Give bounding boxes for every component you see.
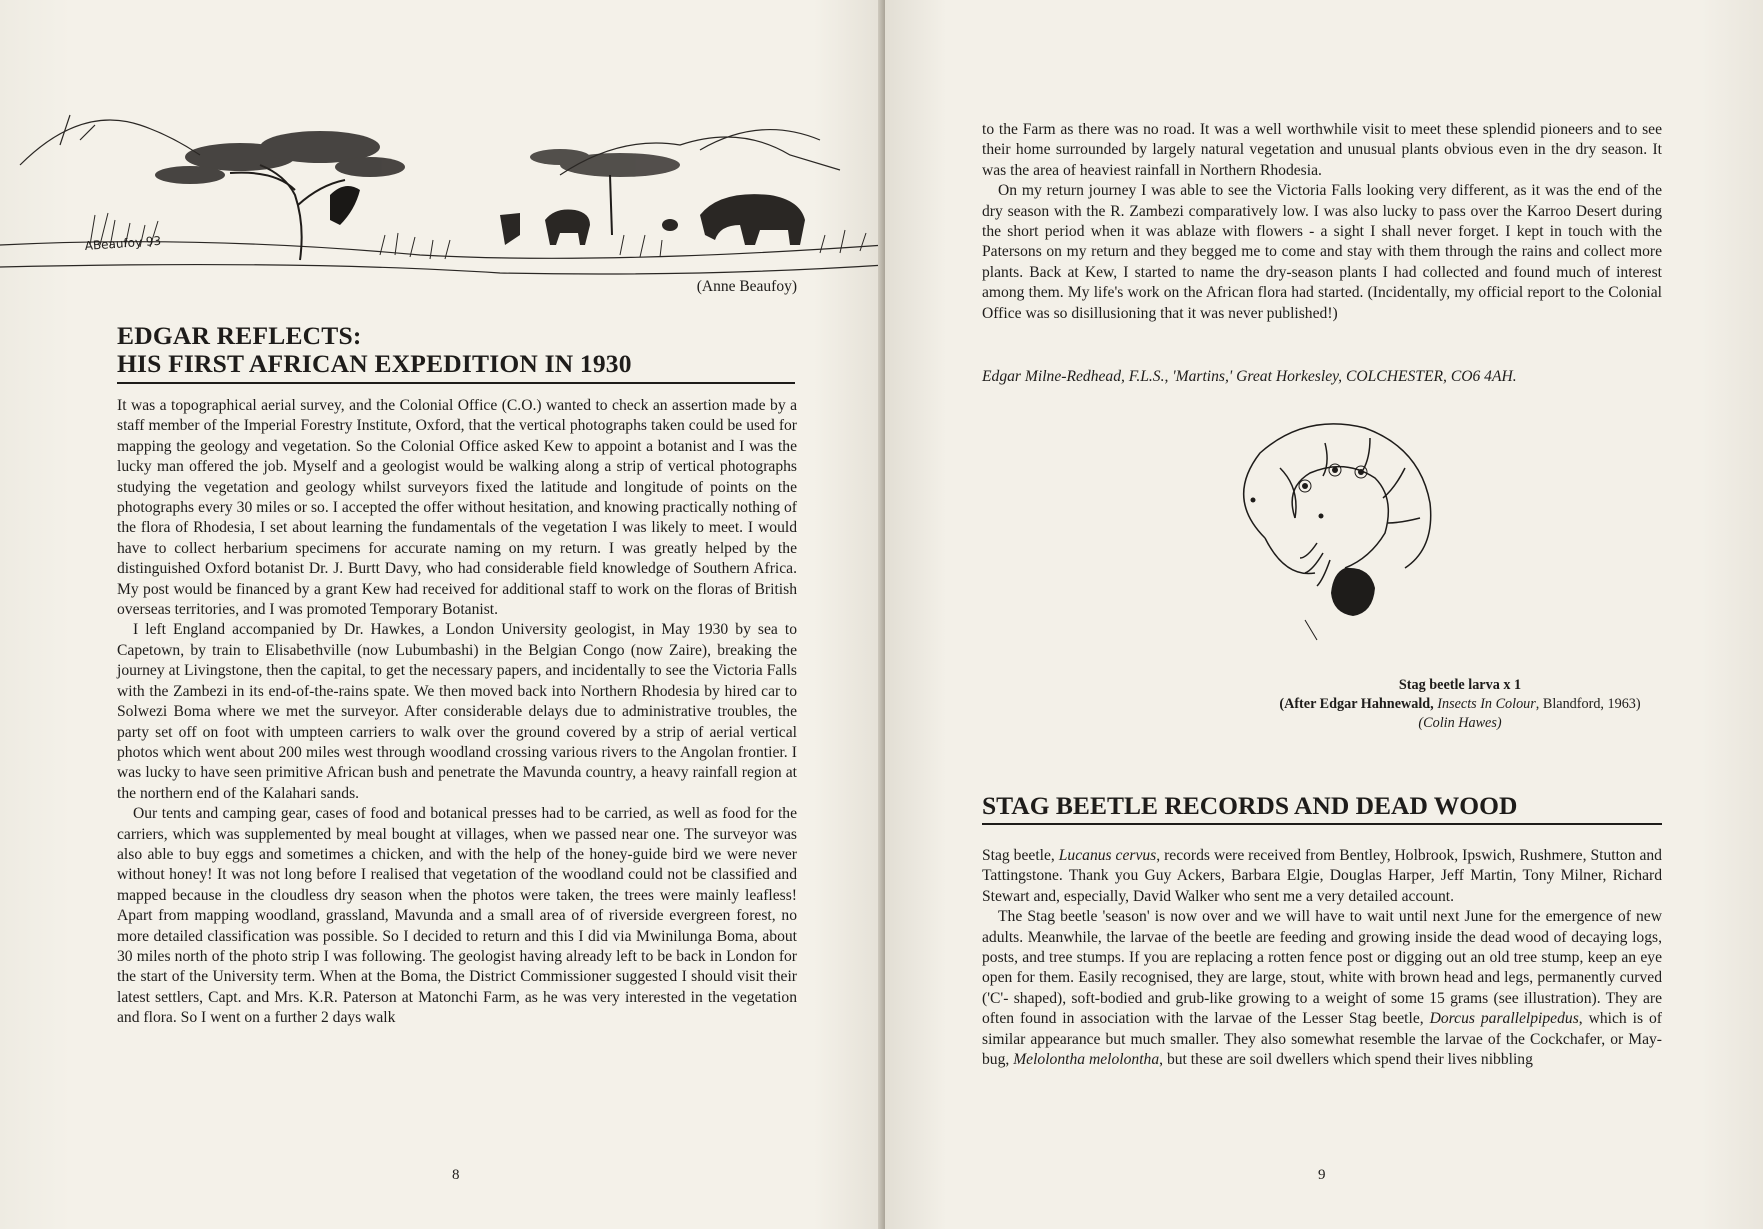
caption-title: Stag beetle larva x 1 — [1398, 677, 1522, 693]
text-run: , records were received from Bentley, Holbrook, Ipswich, Rushmere, Stutton and Tattingstone. Thank you Guy Ackers, Barbara Elgie, Douglas Harper, Jeff Martin, Tony Milner, Richard Stewart and, especially, David Walker who sent me a very detailed account. — [982, 847, 1662, 905]
paragraph: I left England accompanied by Dr. Hawkes, a London University geologist, in May 1930 by sea to Capetown, by train to Elisabethville (now Lubumbashi) in the Belgian Congo (now Zaire), breaking the journey at Livingstone, then the capital, to get the necessary papers, and incidentally to see the Victoria Falls with the Zambezi in its end-of-the-rains spate. We then moved back into Northern Rhodesia by hired car to Solwezi Boma where we met the surveyor. After considerable delays due to administrative troubles, the party set off on foot with umpteen carriers to walk over the ground covered by a strip of aerial vertical photos which went about 200 miles west through woodland crossing various rivers to the Angolan frontier. I was lucky to have seen primitive African bush and penetrate the Mavunda country, a heavy rainfall region at the northern end of the Kalahari sands. — [117, 621, 797, 802]
author-signature: Edgar Milne-Redhead, F.L.S., 'Martins,' Great Horkesley, COLCHESTER, CO6 4AH. — [982, 368, 1517, 385]
caption-source — [1250, 695, 1670, 714]
section-title: STAG BEETLE RECORDS AND DEAD WOOD — [982, 791, 1662, 825]
illustration-credit: (Anne Beaufoy) — [696, 278, 797, 295]
caption-source-prefix: (After Edgar Hahnewald, — [1279, 696, 1438, 712]
savanna-illustration — [0, 95, 885, 280]
article-continuation — [982, 120, 1662, 324]
paragraph — [982, 907, 1662, 1070]
text-run: , which is of similar appearance but much smaller. They also somewhat resemble the larvae of the Cockchafer, or May-bug, — [982, 1010, 1662, 1069]
stag-beetle-larva-illustration — [1205, 408, 1445, 656]
paragraph: It was a topographical aerial survey, and the Colonial Office (C.O.) wanted to check an assertion made by a staff member of the Imperial Forestry Institute, Oxford, that the vertical photographs taken could be used for mapping the geology and vegetation. So the Colonial Office asked Kew to appoint a botanist and I was the lucky man offered the job. Myself and a geologist would be walking along a strip of vertical photographs studying the vegetation and geology whilst surveyors fixed the latitude and longitude of points on the photographs every 30 miles or so. I accepted the offer without hesitation, and knowing practically nothing of the flora of Rhodesia, I set about learning the fundamentals of the vegetation I was likely to meet. I would have to collect herbarium specimens for accurate naming on my return. I was greatly helped by the distinguished Oxford botanist Dr. J. Burtt Davy, who had considerable field knowledge of Southern Africa. My post would be financed by a grant Kew had received for additional staff to work on the floras of British overseas territories, and I was promoted Temporary Botanist. — [117, 397, 797, 619]
species-name: Melolontha melolontha — [1013, 1051, 1160, 1069]
title-line-1: EDGAR REFLECTS: — [117, 321, 362, 350]
paragraph: On my return journey I was able to see the Victoria Falls looking very different, as it was the end of the dry season with the R. Zambezi comparatively low. I was also lucky to pass over the Karroo Desert during the short period when it was ablaze with flowers - a sight I shall never forget. I kept in touch with the Patersons on my return and they begged me to come and stay with them through the rains and collect more plants. Back at Kew, I started to name the dry-season plants I had collected and found much of interest among them. My life's work on the African flora had started. (Incidentally, my official report to the Colonial Office was so disillusioning that it was never published!) — [982, 182, 1662, 322]
caption-artist: (Colin Hawes) — [1418, 715, 1502, 731]
illustration-signature: ABeaufoy 93 — [84, 233, 162, 253]
paragraph: Our tents and camping gear, cases of food and botanical presses had to be carried, as well as food for the carriers, which was supplemented by meal bought at villages, when we passed near one. The surveyor was also able to buy eggs and sometimes a chicken, and with the help of the honey-guide bird we were never without honey! It was not long before I realised that vegetation of the woodland could not be classified and mapped because in the cloudless dry season when the photos were taken, the trees were mainly leafless! Apart from mapping woodland, grassland, Mavunda and a small area of of riverside evergreen forest, no more detailed classification was possible. So I decided to return and this I did via Mwinilunga Boma, about 30 miles north of the photo strip I was following. The geologist having already left to be back in London for the start of the University term. When at the Boma, the District Commissioner suggested I should visit their latest settlers, Capt. and Mrs. K.R. Paterson at Matonchi Farm, as he was very interested in the vegetation and flora. So I went on a further 2 days walk — [117, 805, 797, 1027]
paragraph: to the Farm as there was no road. It was a well worthwhile visit to meet these splendid pioneers and to see their home surrounded by largely natural vegetation and unusual plants obvious even in the dry season. It was the area of heaviest rainfall in Northern Rhodesia. — [982, 121, 1662, 179]
species-name: Lucanus cervus — [1058, 847, 1157, 864]
page-number: 8 — [452, 1167, 460, 1183]
text-run: Stag beetle, — [982, 847, 1059, 864]
page-number: 9 — [1318, 1167, 1326, 1183]
paragraph — [982, 846, 1662, 907]
illustration-caption — [1250, 676, 1670, 733]
caption-source-suffix: , Blandford, 1963) — [1535, 696, 1641, 712]
caption-book-title: Insects In Colour — [1437, 696, 1536, 712]
article-title — [117, 322, 795, 384]
species-name: Dorcus parallelpipedus — [1429, 1010, 1579, 1028]
article-body — [117, 396, 797, 1029]
text-run: The Stag beetle 'season' is now over and we will have to wait until next June for the emergence of new adults. Meanwhile, the larvae of the beetle are feeding and growing inside the dead wood of decaying logs, posts, and tree stumps. If you are replacing a rotten fence post or digging out an old tree stump, keep an eye open for them. Easily recognised, they are large, stout, white with brown head and legs, permanently curved ('C'- shaped), soft-bodied and grub-like growing to a weight of some 15 grams (see illustration). They are often found in association with the larvae of the Lesser Stag beetle, — [982, 908, 1662, 1028]
section-body — [982, 846, 1662, 1070]
text-run: , but these are soil dwellers which spend their lives nibbling — [1159, 1051, 1533, 1069]
title-line-2: HIS FIRST AFRICAN EXPEDITION IN 1930 — [117, 349, 632, 378]
